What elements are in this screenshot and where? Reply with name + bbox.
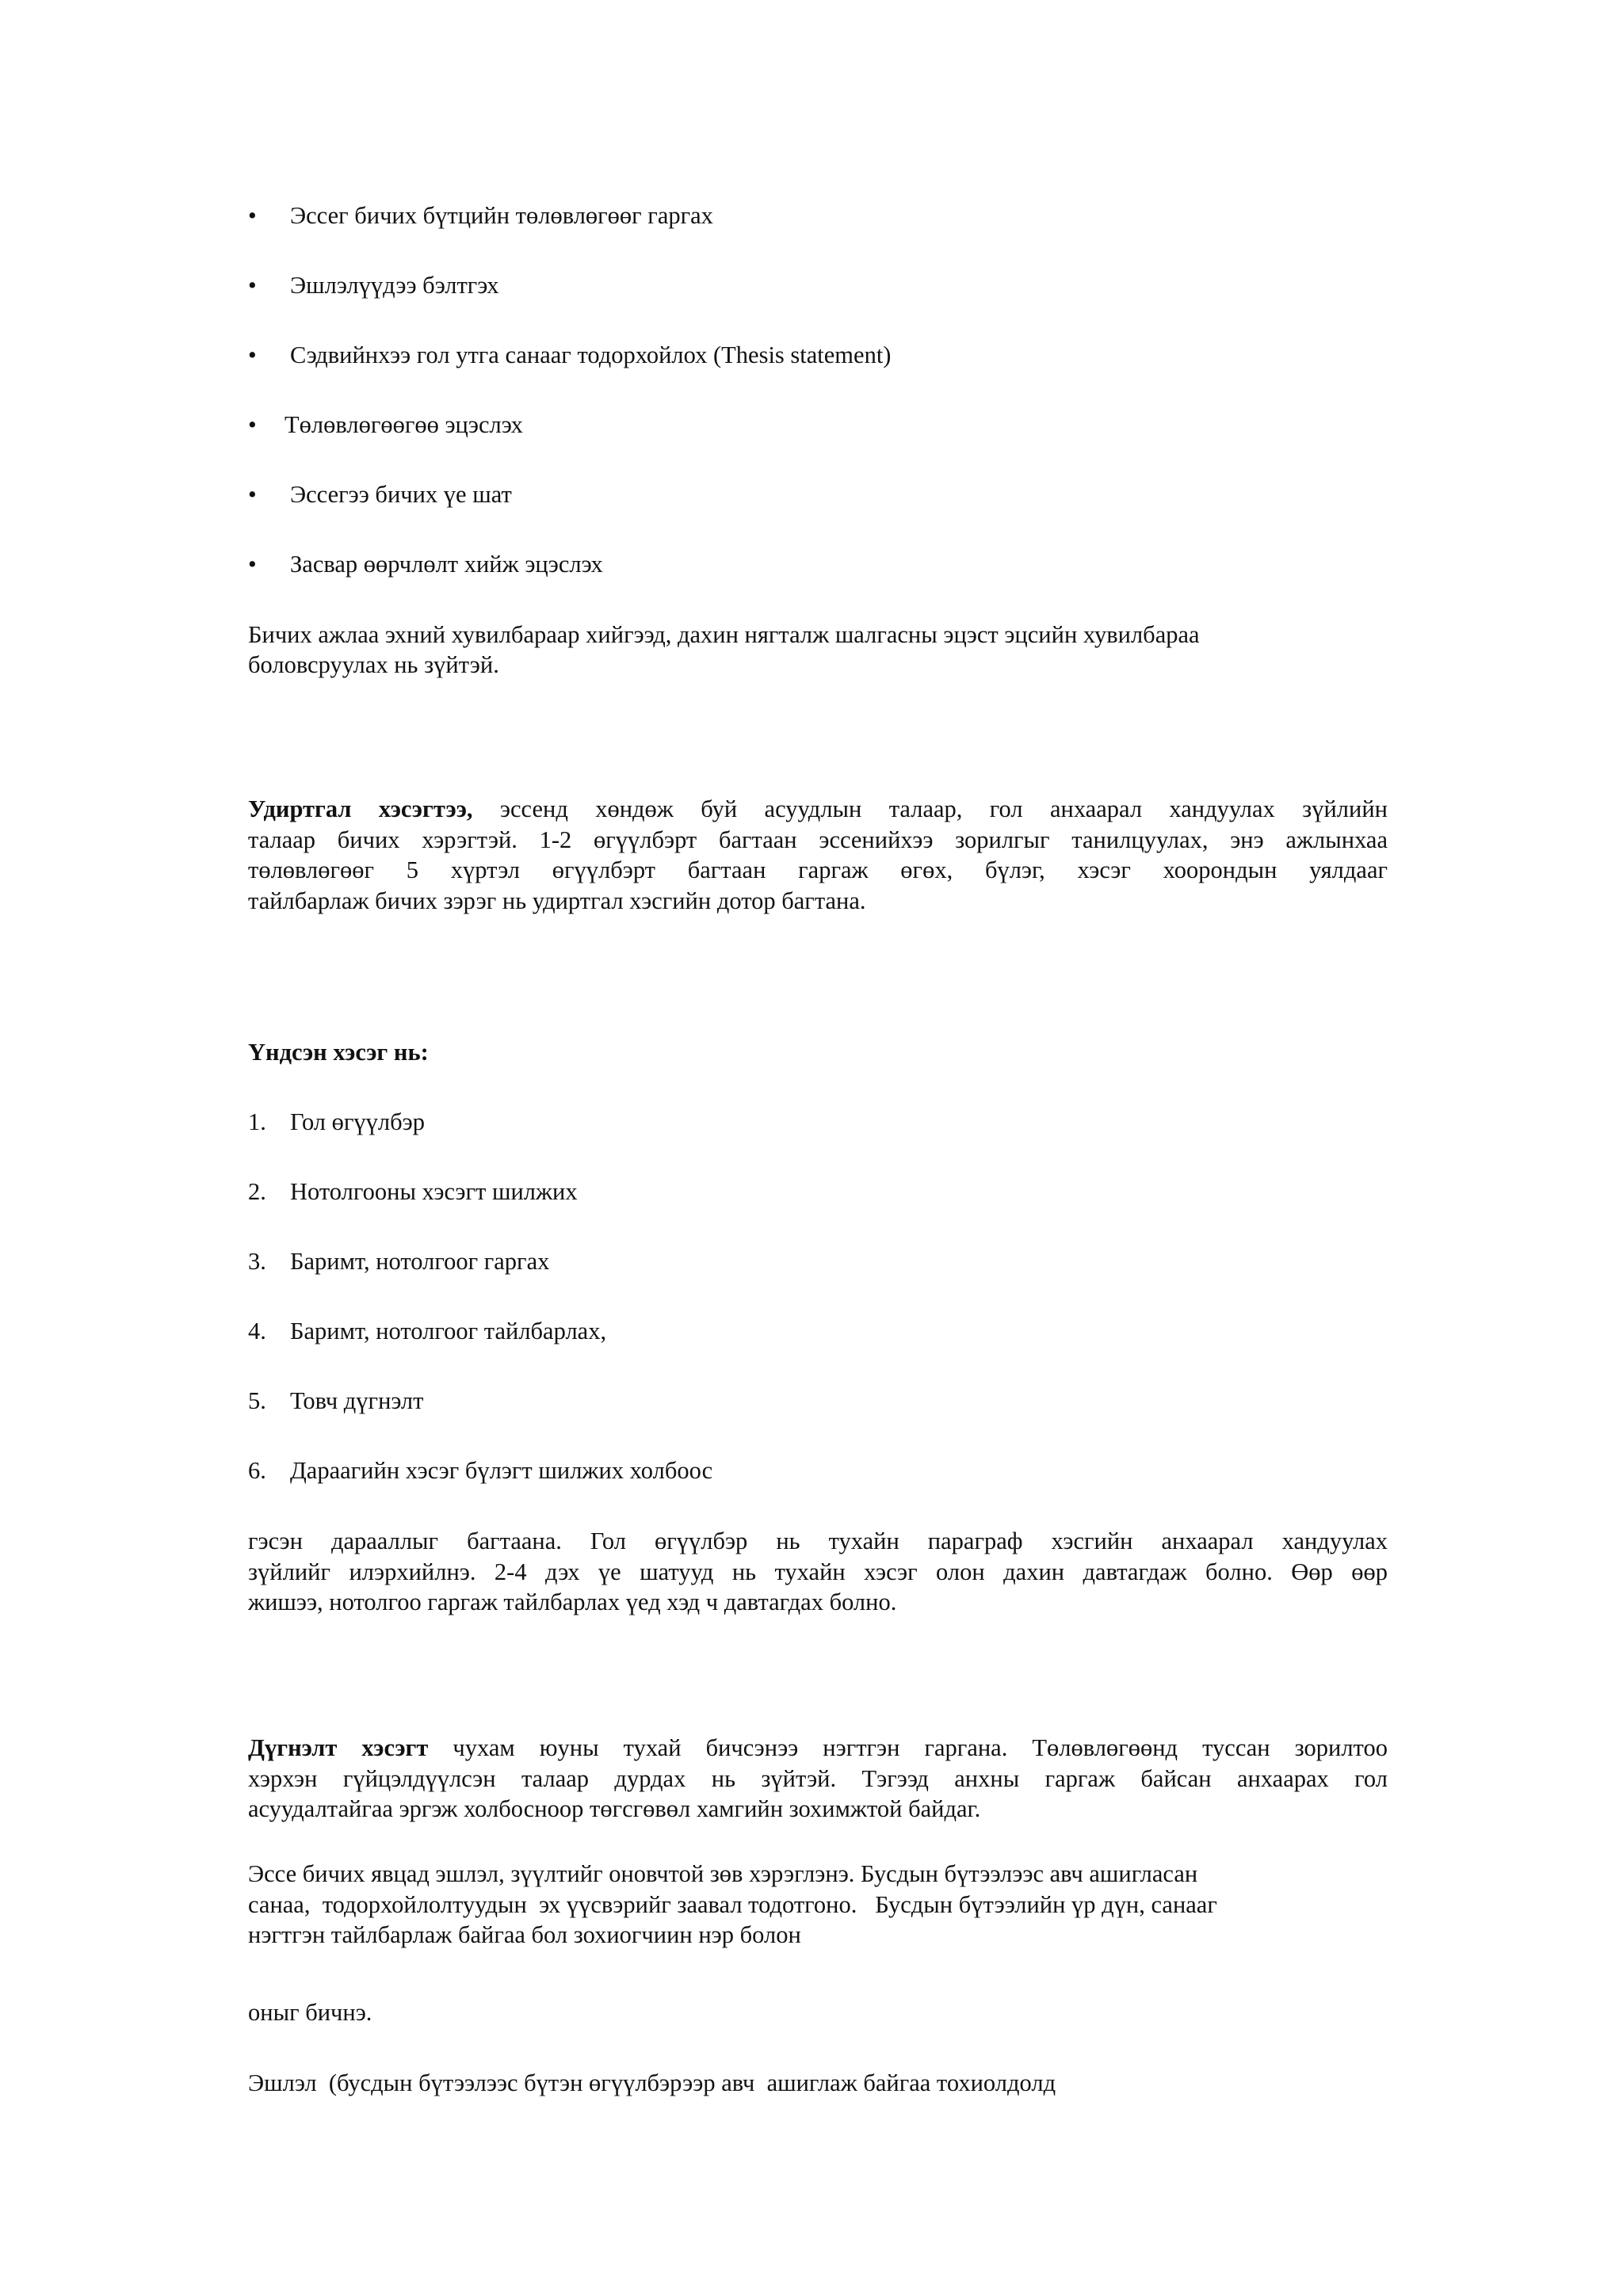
bullet-mark: • [248,202,257,229]
citation-line: санаа, тодорхойлолтуудын эх үүсвэрийг заавал тодотгоно. Бусдын бүтээлийн үр дүн, санааг [248,1890,1217,1918]
item-number: 5. [248,1387,266,1414]
item-text: Баримт, нотолгоог тайлбарлах, [290,1318,607,1344]
intro-line: тайлбарлаж бичих зэрэг нь удиртгал хэсгийн дотор багтана. [248,887,866,914]
conclusion-heading: Дүгнэлт хэсэгт [248,1734,429,1761]
conclusion-line: асуудалтайгаа эргэж холбосноор төгсгөвөл хамгийн зохимжтой байдаг. [248,1795,981,1822]
bullet-mark: • [248,341,257,368]
item-number: 1. [248,1108,266,1135]
bullet-mark: • [248,411,257,438]
year-line: оныг бичнэ. [248,1999,372,2026]
item-text: Гол өгүүлбэр [290,1108,425,1135]
draft-paragraph-line: боловсруулах нь зүйтэй. [248,651,499,678]
bullet-mark: • [248,551,257,578]
sequence-line: гэсэн дарааллыг багтаана. Гол өгүүлбэр нь тухайн параграф хэсгийн анхаарал хандуулах [248,1527,1388,1554]
conclusion-paragraph [248,1733,1388,1825]
intro-line: төлөвлөгөөг 5 хүртэл өгүүлбэрт багтаан гаргаж өгөх, бүлэг, хэсэг хоорондын уялдааг [248,856,1388,883]
bullet-text: Төлөвлөгөөгөө эцэслэх [285,411,523,438]
item-number: 2. [248,1178,266,1205]
citation-line: нэгтгэн тайлбарлаж байгаа бол зохиогчиин нэр болон [248,1921,801,1948]
conclusion-line: Дүгнэлт хэсэгт чухам юуны тухай бичсэнээ нэгтгэн гаргана. Төлөвлөгөөнд туссан зорилтоо [248,1734,1388,1761]
bullet-text: Эшлэлүүдээ бэлтгэх [290,272,499,299]
bullet-mark: • [248,272,257,299]
intro-line: талаар бичих хэрэгтэй. 1-2 өгүүлбэрт багтаан эссенийхээ зорилгыг танилцуулах, энэ ажлынхаа [248,826,1388,853]
item-text: Нотолгооны хэсэгт шилжих [290,1178,578,1205]
intro-line: Удиртгал хэсэгтээ, эссенд хөндөж буй асуудлын талаар, гол анхаарал хандуулах зүйлийн [248,795,1388,822]
bullet-text: Сэдвийнхээ гол утга санааг тодорхойлох (Thesis statement) [290,341,892,368]
item-number: 3. [248,1248,266,1275]
item-text: Баримт, нотолгоог гаргах [290,1248,550,1275]
intro-paragraph [248,794,1388,916]
bullet-mark: • [248,481,257,508]
conclusion-line: хэрхэн гүйцэлдүүлсэн талаар дурдах нь зүйтэй. Тэгээд анхны гаргаж байсан анхаарах гол [248,1764,1388,1792]
intro-heading: Удиртгал хэсэгтээ, [248,795,473,822]
citation-line: Эссе бичих явцад эшлэл, зүүлтийг оновчтой зөв хэрэглэнэ. Бусдын бүтээлээс авч ашигласан [248,1860,1198,1887]
item-number: 6. [248,1457,266,1484]
item-text: Дараагийн хэсэг бүлэгт шилжих холбоос [290,1457,713,1484]
item-text: Товч дүгнэлт [290,1387,424,1414]
quote-line: Эшлэл (бусдын бүтээлээс бүтэн өгүүлбэрээр авч ашиглаж байгаа тохиолдолд [248,2069,1056,2096]
sequence-line: жишээ, нотолгоо гаргаж тайлбарлах үед хэд ч давтагдах болно. [248,1589,897,1615]
sequence-line: зүйлийг илэрхийлнэ. 2-4 дэх үе шатууд нь тухайн хэсэг олон дахин давтагдаж болно. Өөр өөр [248,1558,1388,1585]
bullet-text: Эссегээ бичих үе шат [290,481,512,508]
draft-paragraph-line: Бичих ажлаа эхний хувилбараар хийгээд, дахин нягталж шалгасны эцэст эцсийн хувилбараа [248,621,1200,648]
item-number: 4. [248,1318,266,1344]
bullet-text: Засвар өөрчлөлт хийж эцэслэх [290,551,603,578]
sequence-paragraph [248,1526,1388,1618]
body-section-heading: Үндсэн хэсэг нь: [248,1039,429,1066]
bullet-text: Эссег бичих бүтцийн төлөвлөгөөг гаргах [290,202,713,229]
citation-paragraph [248,1859,1388,1951]
